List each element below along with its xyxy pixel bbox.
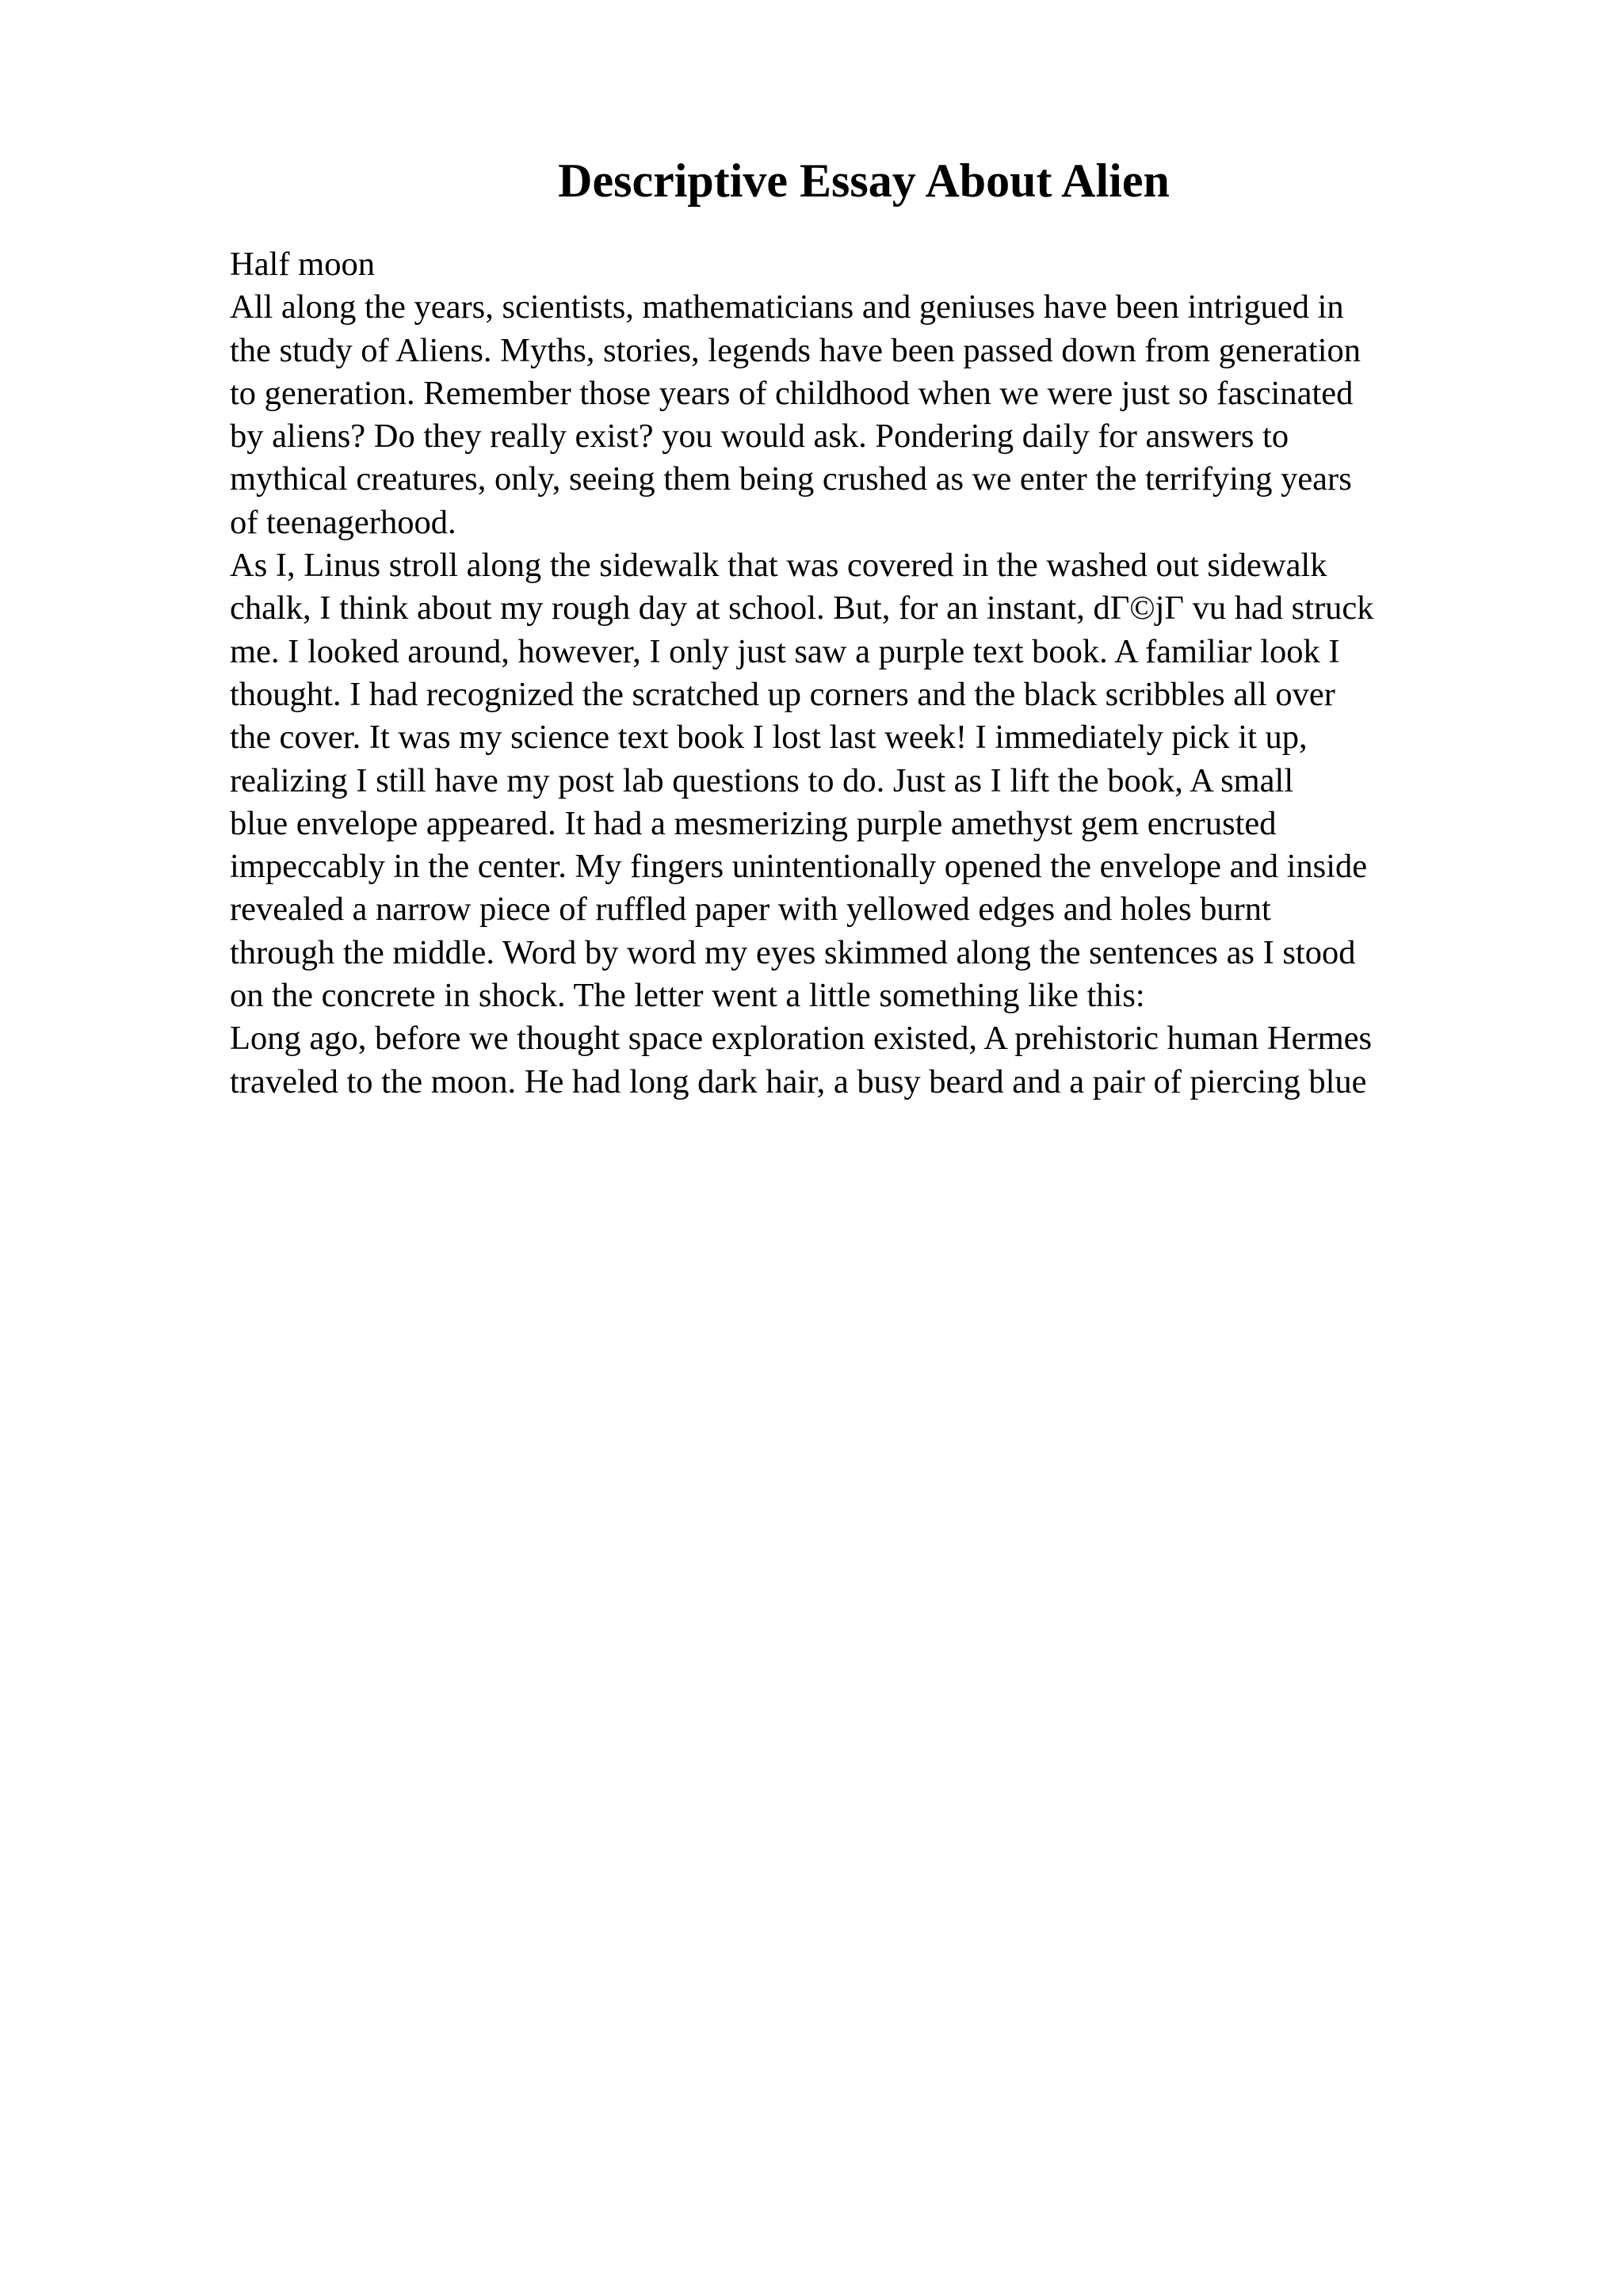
body-line: through the middle. Word by word my eyes skimmed along the sentences as I stood — [230, 933, 1356, 971]
body-line: Half moon — [230, 246, 375, 283]
document-title: Descriptive Essay About Alien — [558, 154, 1170, 207]
document-body — [230, 243, 1514, 1104]
body-line: chalk, I think about my rough day at school. But, for an instant, dΓ©jΓ vu had struck — [230, 589, 1374, 627]
body-line: the cover. It was my science text book I lost last week! I immediately pick it up, — [230, 719, 1308, 757]
body-line: As I, Linus stroll along the sidewalk that was covered in the washed out sidewalk — [230, 547, 1327, 585]
body-line: to generation. Remember those years of childhood when we were just so fascinated — [230, 374, 1354, 412]
body-line: impeccably in the center. My fingers unintentionally opened the envelope and inside — [230, 848, 1368, 886]
body-line: realizing I still have my post lab questions to do. Just as I lift the book, A small — [230, 761, 1294, 799]
body-line: mythical creatures, only, seeing them being crushed as we enter the terrifying years — [230, 460, 1352, 498]
body-line: thought. I had recognized the scratched up corners and the black scribbles all over — [230, 675, 1335, 713]
body-line: Long ago, before we thought space exploration existed, A prehistoric human Hermes — [230, 1020, 1373, 1058]
body-line: the study of Aliens. Myths, stories, legends have been passed down from generation — [230, 331, 1361, 369]
body-line: by aliens? Do they really exist? you would ask. Pondering daily for answers to — [230, 418, 1289, 456]
body-line: All along the years, scientists, mathematicians and geniuses have been intrigued in — [230, 288, 1344, 326]
body-line: blue envelope appeared. It had a mesmerizing purple amethyst gem encrusted — [230, 804, 1277, 842]
body-line: me. I looked around, however, I only just saw a purple text book. A familiar look I — [230, 632, 1340, 670]
body-line: on the concrete in shock. The letter went a little something like this: — [230, 977, 1145, 1015]
body-line: revealed a narrow piece of ruffled paper with yellowed edges and holes burnt — [230, 891, 1271, 929]
body-line: traveled to the moon. He had long dark hair, a busy beard and a pair of piercing blue — [230, 1062, 1367, 1100]
body-line: of teenagerhood. — [230, 503, 456, 541]
